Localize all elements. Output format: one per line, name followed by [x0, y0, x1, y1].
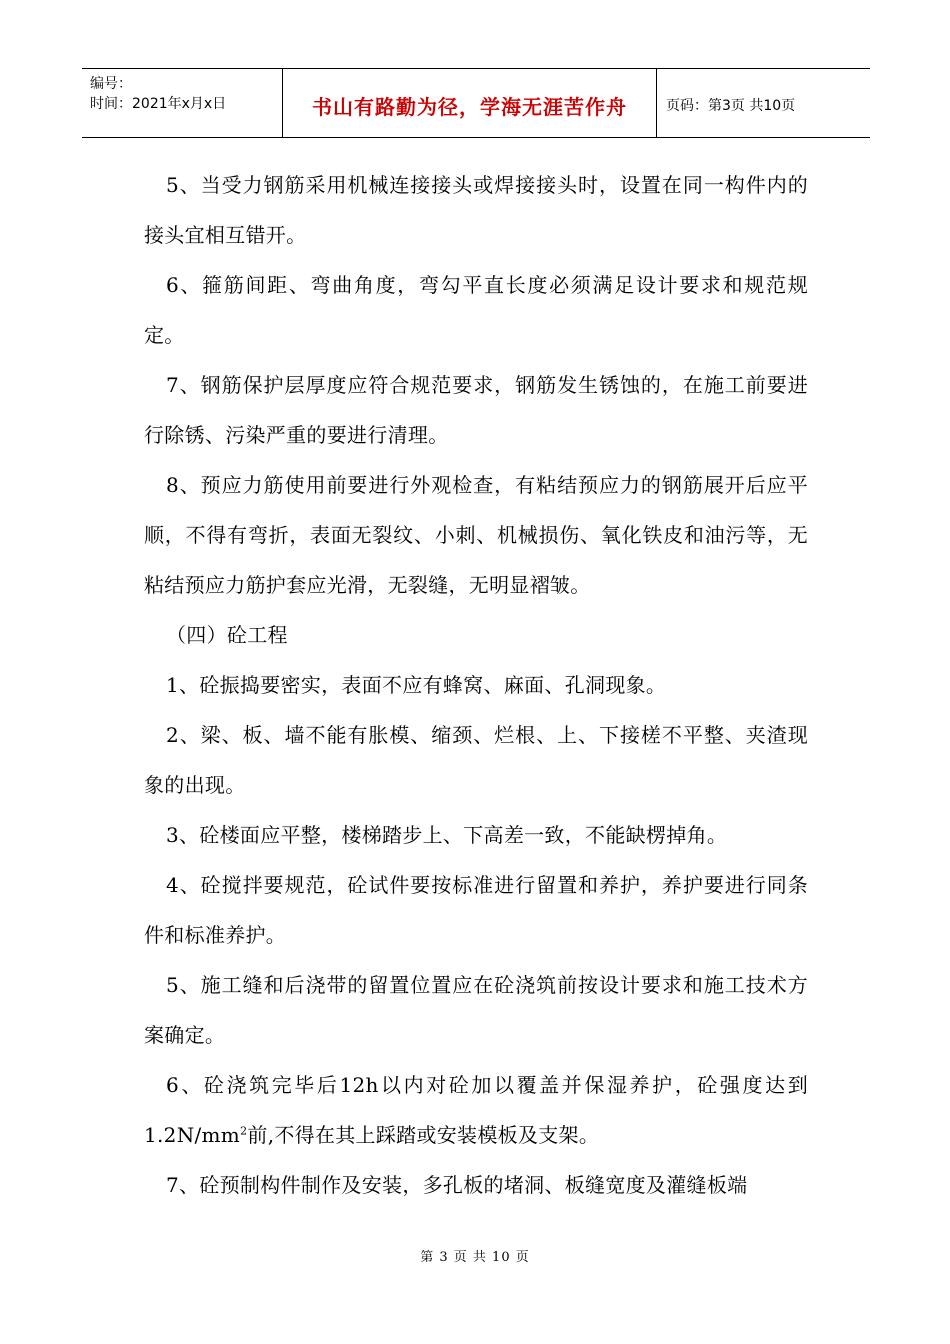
page-info: 页码：第3页 共10页 [666, 98, 796, 114]
paragraph: 4、砼搅拌要规范，砼试件要按标准进行留置和养护，养护要进行同条件和标准养护。 [144, 873, 808, 947]
paragraph: 5、当受力钢筋采用机械连接接头或焊接接头时，设置在同一构件内的接头宜相互错开。 [144, 173, 808, 247]
header-page-cell [656, 69, 870, 137]
paragraph: 7、钢筋保护层厚度应符合规范要求，钢筋发生锈蚀的，在施工前要进行除锈、污染严重的要进行清理。 [144, 373, 808, 447]
header-left-cell [82, 69, 282, 137]
superscript: 2 [240, 1124, 248, 1138]
document-body [144, 160, 808, 1210]
page-footer: 第 3 页 共 10 页 [420, 1250, 530, 1265]
paragraph: 5、施工缝和后浇带的留置位置应在砼浇筑前按设计要求和施工技术方案确定。 [144, 973, 808, 1047]
page-header [82, 68, 870, 138]
paragraph: 8、预应力筋使用前要进行外观检查，有粘结预应力的钢筋展开后应平顺，不得有弯折，表面无裂纹、小刺、机械损伤、氧化铁皮和油污等，无粘结预应力筋护套应光滑，无裂缝，无明显褶皱。 [144, 473, 808, 597]
curing-text: 6、砼浇筑完毕后12h以内对砼加以覆盖并保湿养护，砼强度达到1.2N/mm [144, 1073, 808, 1147]
section-heading: （四）砼工程 [166, 623, 288, 647]
paragraph: 3、砼楼面应平整，楼梯踏步上、下高差一致，不能缺楞掉角。 [166, 823, 728, 847]
paragraph-curing [144, 1060, 808, 1160]
paragraph: 7、砼预制构件制作及安装，多孔板的堵洞、板缝宽度及灌缝板端 [166, 1173, 748, 1197]
paragraph: 2、梁、板、墙不能有胀模、缩颈、烂根、上、下接槎不平整、夹渣现象的出现。 [144, 723, 808, 797]
number-label: 编号： [90, 76, 132, 92]
header-motto-cell [282, 69, 657, 137]
paragraph: 1、砼振捣要密实，表面不应有蜂窝、麻面、孔洞现象。 [166, 673, 667, 697]
time-label: 时间：2021年x月x日 [90, 96, 227, 112]
curing-text-tail: 前,不得在其上踩踏或安装模板及支架。 [247, 1123, 600, 1147]
motto: 书山有路勤为径，学海无涯苦作舟 [312, 95, 627, 119]
paragraph: 6、箍筋间距、弯曲角度，弯勾平直长度必须满足设计要求和规范规定。 [144, 273, 808, 347]
